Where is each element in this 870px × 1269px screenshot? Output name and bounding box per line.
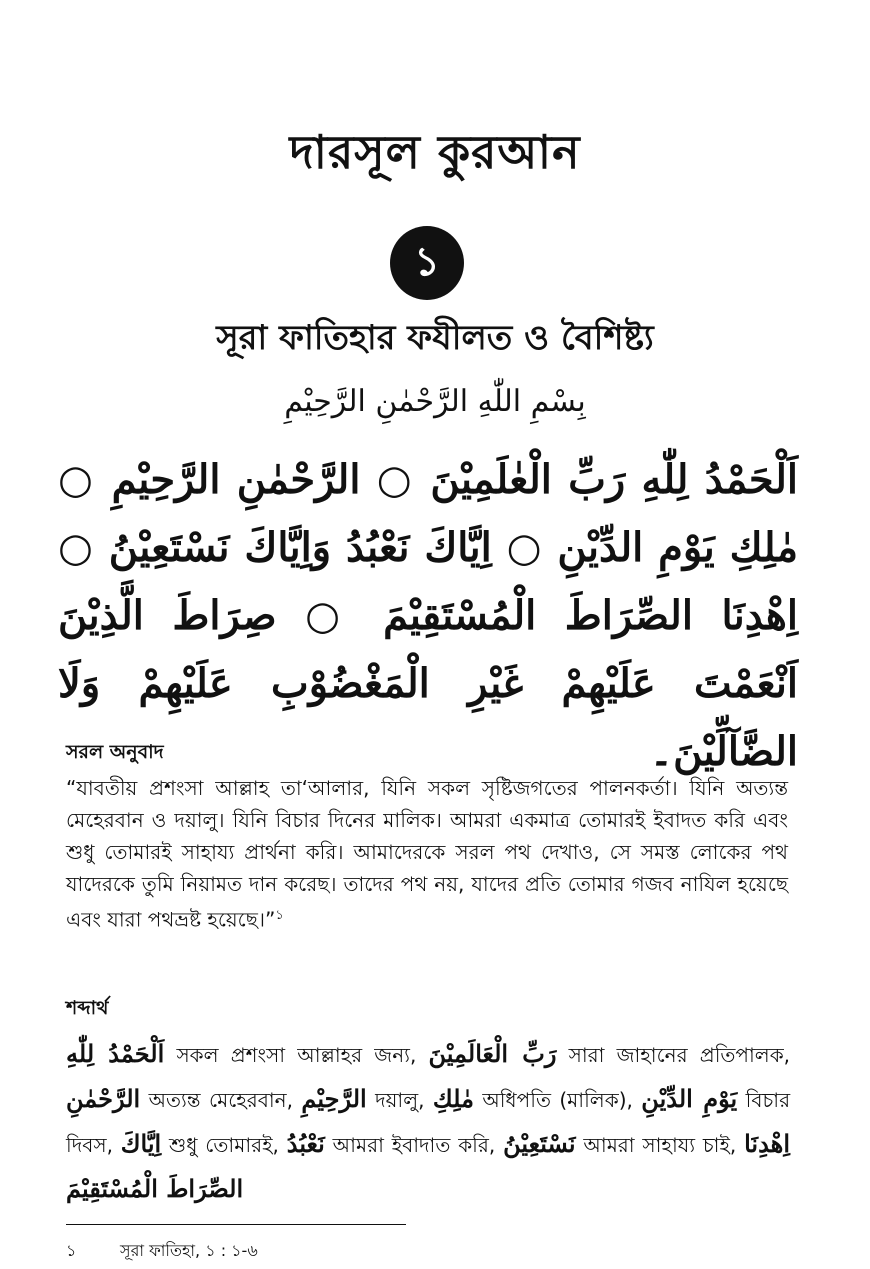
lesson-subtitle: সূরা ফাতিহার ফযীলত ও বৈশিষ্ট্য	[216, 318, 654, 358]
word-meaning: অধিপতি (মালিক),	[482, 1088, 633, 1112]
footnote-number: ১	[66, 1241, 77, 1260]
translation-text: “যাবতীয় প্রশংসা আল্লাহ তা‘আলার, যিনি সকল সৃষ্টিজগতের পালনকর্তা। যিনি অত্যন্ত মেহেরবান ও দয়ালু। যিনি বিচার দিনের মালিক। আমরা একমাত্র তোমারই ইবাদত করি এবং শুধু তোমারই সাহায্য প্রার্থনা করি। আমাদেরকে সরল পথ দেখাও, সে সমস্ত লোকের পথ যাদেরকে তুমি নিয়ামত দান করেছ। তাদের পথ নয়, যাদের প্রতি তোমার গজব নাযিল হয়েছে এবং যারা পথভ্রষ্ট হয়েছে।”	[66, 776, 788, 932]
arabic-word: الرَّحْمٰنِ	[66, 1084, 141, 1113]
word-meaning: সকল প্রশংসা আল্লাহর জন্য,	[176, 1043, 417, 1067]
word-meaning: বিচার দিবস,	[66, 1088, 791, 1157]
word-meanings-heading: শব্দার্থ	[66, 997, 109, 1019]
word-meaning: আমরা সাহায্য চাই,	[583, 1133, 737, 1157]
arabic-word: اَلْحَمْدُ لِلّٰهِ	[66, 1039, 165, 1068]
footnote	[66, 1238, 258, 1265]
word-meaning: আমরা ইবাদাত করি,	[332, 1133, 496, 1157]
word-meaning: শুধু তোমারই,	[169, 1133, 279, 1157]
footnote-text: সূরা ফাতিহা, ১ : ১-৬	[120, 1241, 258, 1260]
page-title: দারসূল কুরআন	[289, 125, 581, 179]
word-meaning: অত্যন্ত মেহেরবান,	[148, 1088, 293, 1112]
word-meaning: দয়ালু,	[375, 1088, 425, 1112]
footnote-divider	[66, 1224, 406, 1225]
arabic-word: يَوْمِ الدِّيْنِ	[641, 1084, 738, 1113]
bismillah-text: بِسْمِ اللّٰهِ الرَّحْمٰنِ الرَّحِيْمِ	[284, 384, 586, 419]
arabic-word: نَعْبُدُ	[286, 1129, 325, 1158]
arabic-word: نَسْتَعِيْنُ	[503, 1129, 576, 1158]
arabic-word: رَبِّ الْعَالَمِيْنَ	[428, 1039, 557, 1068]
word-meaning: সারা জাহানের প্রতিপালক,	[568, 1043, 791, 1067]
translation-heading: সরল অনুবাদ	[66, 741, 164, 763]
arabic-word: مٰلِكِ	[432, 1084, 474, 1113]
translation-paragraph	[66, 772, 788, 936]
arabic-word: الرَّحِيْمِ	[301, 1084, 367, 1113]
surah-fatiha-arabic-text: اَلْحَمْدُ لِلّٰهِ رَبِّ الْعٰلَمِيْنَ ○ الرَّحْمٰنِ الرَّحِيْمِ ○ مٰلِكِ يَوْمِ الدِّيْنِ ○ اِيَّاكَ نَعْبُدُ وَاِيَّاكَ نَسْتَعِيْنُ ○ اِهْدِنَا الصِّرَاطَ الْمُسْتَقِيْمَ ○ صِرَاطَ الَّذِيْنَ اَنْعَمْتَ عَلَيْهِمْ غَيْرِ الْمَغْضُوْبِ عَلَيْهِمْ وَلَا الضَّآلِّيْنَ۔	[58, 456, 798, 775]
arabic-word: اِهْدِنَا الصِّرَاطَ الْمُسْتَقِيْمَ	[66, 1129, 790, 1203]
arabic-word: اِيَّاكَ	[120, 1129, 162, 1158]
lesson-number-badge: ১	[390, 226, 464, 300]
footnote-reference: ১	[275, 908, 284, 923]
word-meanings-paragraph	[66, 1032, 790, 1212]
